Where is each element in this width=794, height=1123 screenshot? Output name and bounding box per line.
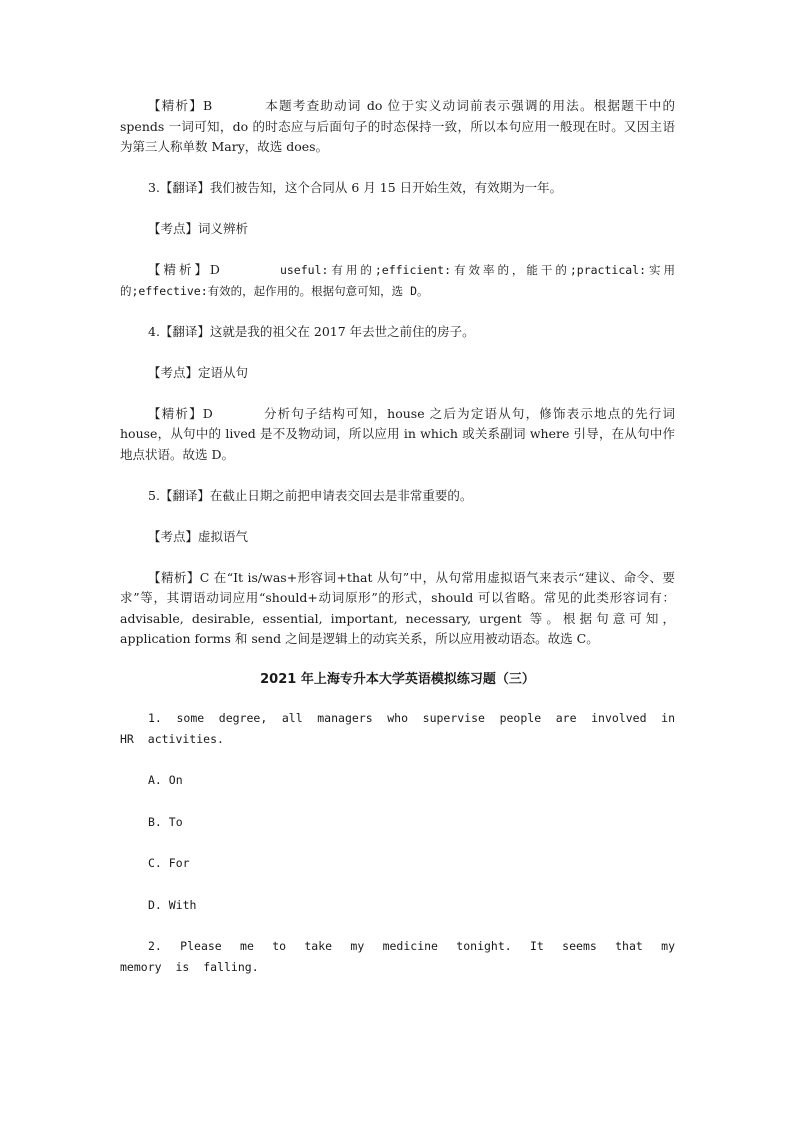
analysis-paragraph-3 — [120, 260, 675, 301]
question-2-stem: 2. Please me to take my medicine tonight. It seems that my memory is falling. — [120, 939, 675, 974]
analysis-text: 分析句子结构可知，house 之后为定语从句，修饰表示地点的先行词 house，从句中的 lived 是不及物动词，所以应用 in which 或关系副词 where 引导，在从句中作地点状语。故选 D。 — [120, 405, 675, 462]
analysis-tag: 【精析】D — [148, 262, 220, 277]
question-1-stem: 1. some degree, all managers who supervise people are involved in HR activities. — [120, 711, 675, 746]
point-4: 【考点】定语从句 — [148, 364, 249, 380]
point-3: 【考点】词义辨析 — [148, 221, 249, 236]
translation-3: 3.【翻译】我们被告知，这个合同从 6 月 15 日开始生效，有效期为一年。 — [148, 180, 563, 195]
analysis-paragraph-2 — [120, 96, 675, 158]
exercise-title: 2021 年上海专升本大学英语模拟练习题（三） — [260, 672, 535, 687]
option-b: B. To — [148, 814, 183, 829]
translation-4: 4.【翻译】这就是我的祖父在 2017 年去世之前住的房子。 — [148, 323, 475, 339]
point-5: 【考点】虚拟语气 — [148, 528, 249, 544]
analysis-paragraph-4 — [120, 404, 675, 466]
translation-5: 5.【翻译】在截止日期之前把申请表交回去是非常重要的。 — [148, 487, 473, 503]
analysis-text: useful:有用的;efficient:有效率的，能干的;practical:实用的;effective:有效的，起作用的。根据句意可知，选 D。 — [120, 263, 675, 298]
analysis-tag: 【精析】D — [148, 405, 213, 421]
analysis-paragraph-5: 【精析】C 在“It is/was+形容词+that 从句”中，从句常用虚拟语气来表示“建议、命令、要求”等，其谓语动词应用“should+动词原形”的形式，should 可以省略。常见的此类形容词有：advisable, desirable, essential, important, necessary, urgent 等。根据句意可知，application forms 和 send 之间是逻辑上的动宾关系，所以应用被动语态。故选 C。 — [120, 569, 675, 646]
option-a: A. On — [148, 773, 183, 787]
analysis-text: 本题考查助动词 do 位于实义动词前表示强调的用法。根据题干中的 spends 一词可知，do 的时态应与后面句子的时态保持一致，所以本句应用一般现在时。又因主语为第三人称单数 Mary，故选 does。 — [120, 98, 675, 154]
analysis-tag: 【精析】B — [148, 98, 213, 113]
option-d: D. With — [148, 897, 197, 912]
document-page — [120, 96, 675, 998]
option-c: C. For — [148, 856, 190, 870]
